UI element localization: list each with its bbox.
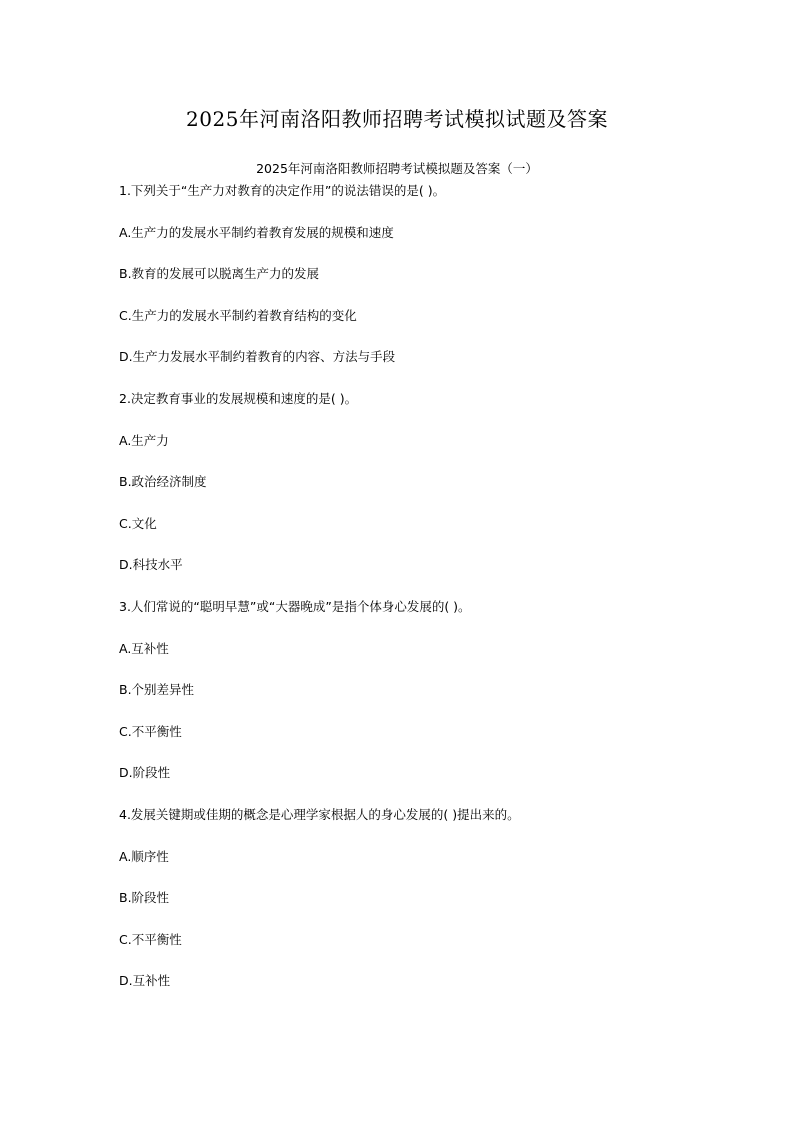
question-option: C.不平衡性 (119, 723, 182, 739)
question-option: B.个别差异性 (119, 682, 195, 698)
question-stem: 4.发展关键期或佳期的概念是心理学家根据人的身心发展的( )提出来的。 (119, 806, 520, 822)
question-option: C.生产力的发展水平制约着教育结构的变化 (119, 307, 357, 323)
question-option: B.阶段性 (119, 890, 170, 906)
question-option: B.教育的发展可以脱离生产力的发展 (119, 266, 320, 282)
question-option: A.顺序性 (119, 848, 169, 864)
question-option: A.互补性 (119, 640, 169, 656)
question-option: D.科技水平 (119, 557, 183, 573)
question-option: D.互补性 (119, 973, 171, 989)
question-option: D.阶段性 (119, 765, 171, 781)
question-option: B.政治经济制度 (119, 474, 207, 490)
document-title: 2025年河南洛阳教师招聘考试模拟试题及答案 (186, 107, 608, 131)
question-option: A.生产力的发展水平制约着教育发展的规模和速度 (119, 224, 394, 240)
question-option: D.生产力发展水平制约着教育的内容、方法与手段 (119, 349, 396, 365)
question-list (119, 182, 679, 1014)
question-option: C.不平衡性 (119, 931, 182, 947)
question-stem: 3.人们常说的“聪明早慧”或“大器晚成”是指个体身心发展的( )。 (119, 598, 471, 614)
question-option: C.文化 (119, 515, 157, 531)
question-stem: 2.决定教育事业的发展规模和速度的是( )。 (119, 390, 358, 406)
document-subtitle: 2025年河南洛阳教师招聘考试模拟题及答案（一） (256, 161, 538, 176)
question-stem: 1.下列关于“生产力对教育的决定作用”的说法错误的是( )。 (119, 183, 446, 198)
question-option: A.生产力 (119, 432, 169, 448)
